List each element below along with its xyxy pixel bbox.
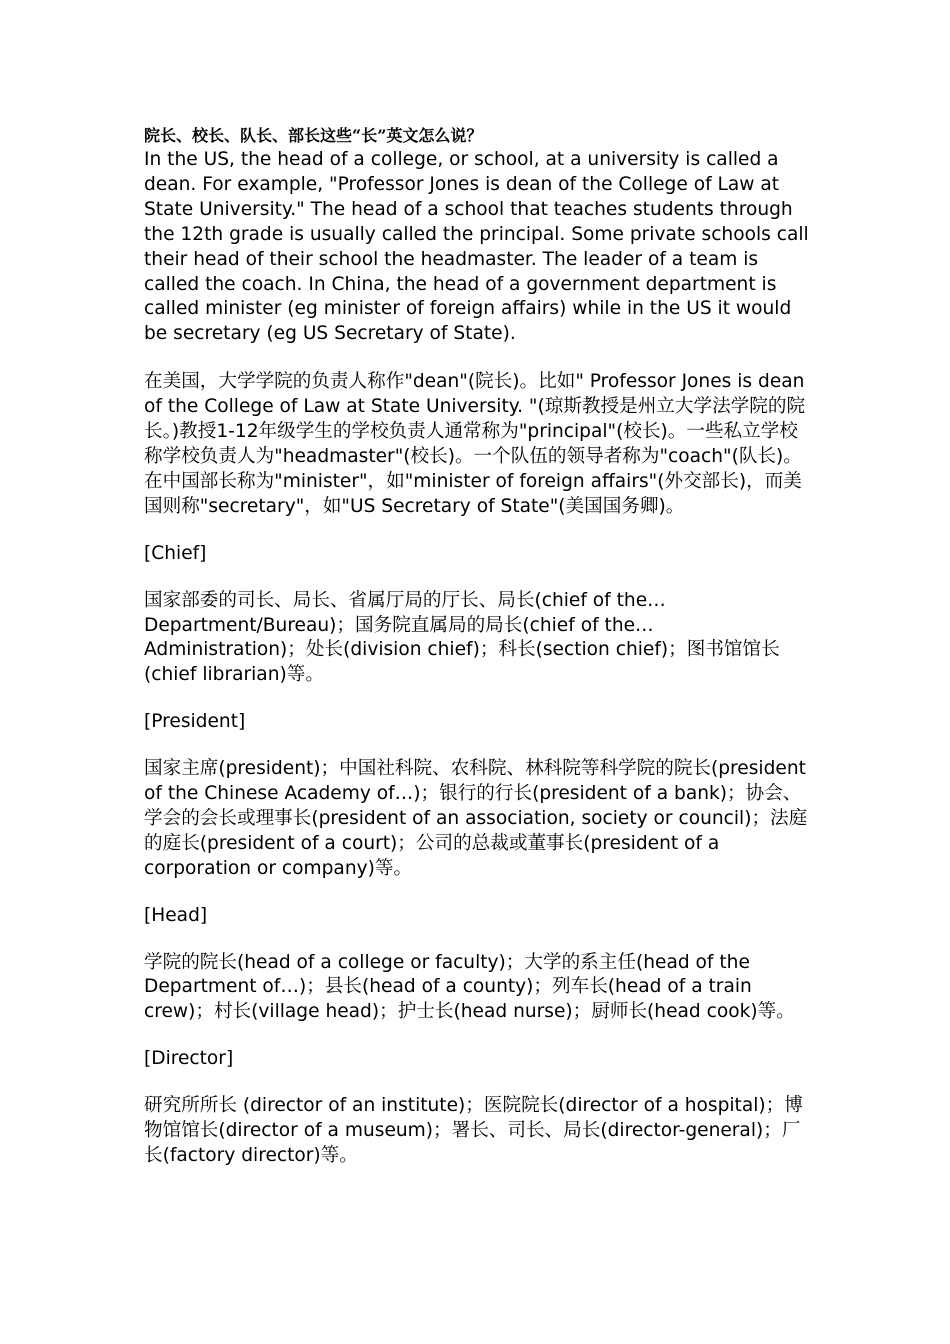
intro-english-paragraph: In the US, the head of a college, or school, at a university is called a dean. For example, "Professor Jones is dean of the College of Law at State University." The head of a school that teaches students through the 12th grade is usually called the principal. Some private schools call their head of their school the headmaster. The leader of a team is called the coach. In China, the head of a government department is called minister (eg minister of foreign affairs) while in the US it would be secretary (eg US Secretary of State). [144, 149, 809, 345]
section-body-president: 国家主席(president)；中国社科院、农科院、林科院等科学院的院长(president of the Chinese Academy of…)；银行的行长(president of a bank)；协会、学会的会长或理事长(president of an association, society or council)；法庭的庭长(president of a court)；公司的总裁或董事长(president of a corporation or company)等。 [144, 758, 808, 879]
section-body-chief: 国家部委的司长、局长、省属厅局的厅长、局长(chief of the…Department/Bureau)；国务院直属局的局长(chief of the…Administration)；处长(division chief)；科长(section chief)；图书馆馆长(chief librarian)等。 [144, 589, 780, 686]
section-body-director: 研究所所长 (director of an institute)；医院院长(director of a hospital)；博物馆馆长(director of a museum)；署长、司长、局长(director-general)；厂长(factory director)等。 [144, 1095, 803, 1166]
section-body-head: 学院的院长(head of a college or faculty)；大学的系主任(head of the Department of…)；县长(head of a county)；列车长(head of a train crew)；村长(village head)；护士长(head nurse)；厨师长(head cook)等。 [144, 951, 795, 1023]
document-title: 院长、校长、队长、部长这些“长”英文怎么说？ [144, 126, 483, 145]
section-heading-head: [Head] [144, 904, 208, 926]
section-heading-president: [President] [144, 711, 246, 733]
section-heading-director: [Director] [144, 1048, 234, 1070]
document-page [144, 124, 812, 1191]
section-heading-chief: [Chief] [144, 542, 207, 564]
intro-chinese-paragraph: 在美国，大学学院的负责人称作"dean"(院长)。比如" Professor Jones is dean of the College of Law at State University. "(琼斯教授是州立大学法学院的院长。)教授1-12年级学生的学校负责人通常称为"principal"(校长)。一些私立学校称学校负责人为"headmaster"(校长)。一个队伍的领导者称为"coach"(队长)。在中国部长称为"minister"，如"minister of foreign affairs"(外交部长)，而美国则称"secretary"，如"US Secretary of State"(美国国务卿)。 [144, 371, 806, 517]
